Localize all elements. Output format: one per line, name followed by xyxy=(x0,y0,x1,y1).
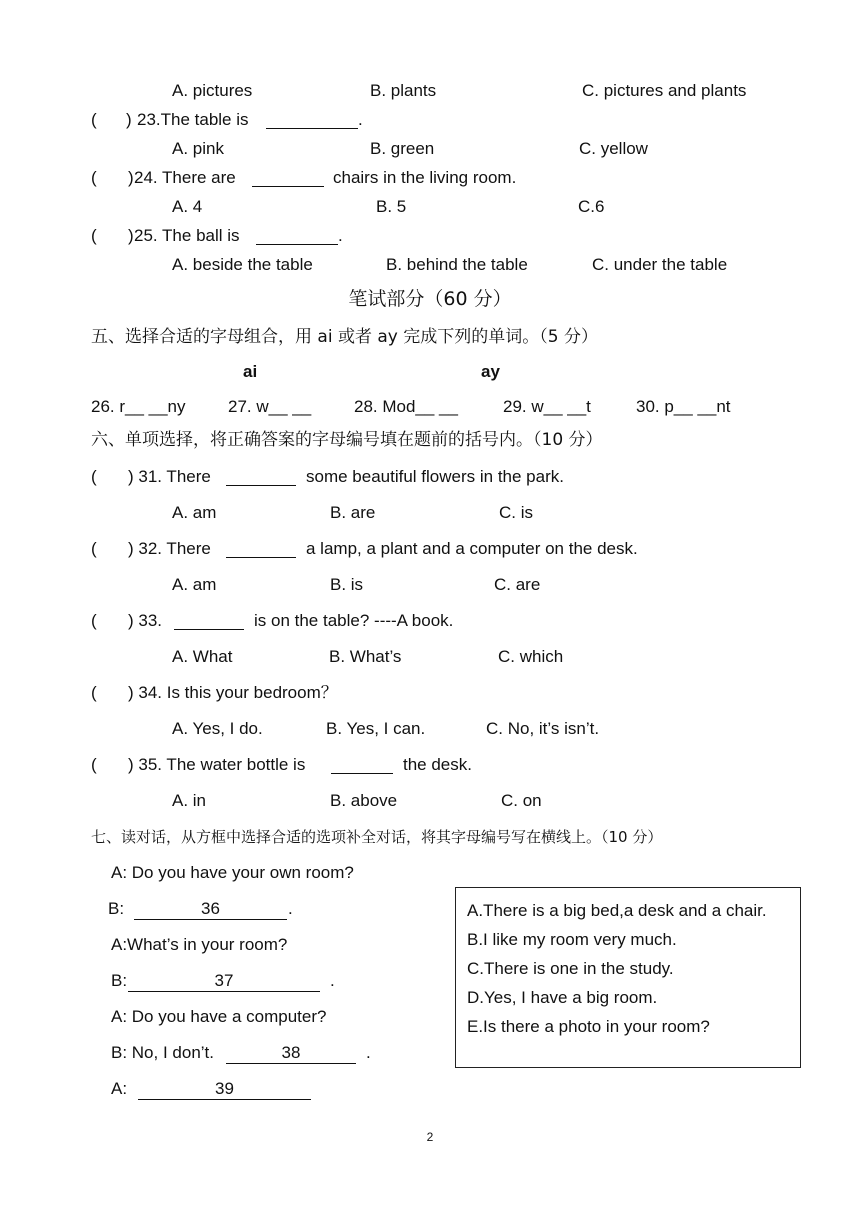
blank-39 xyxy=(138,1079,311,1100)
q27: 27. w__ __ xyxy=(228,397,312,416)
dialog-line-4-end: . xyxy=(330,971,335,990)
blank-37 xyxy=(128,971,320,992)
q31-paren: ( xyxy=(91,467,97,486)
box-option-d: D.Yes, I have a big room. xyxy=(467,988,658,1007)
box-option-c: C.There is one in the study. xyxy=(467,959,674,978)
dialog-line-2-end: . xyxy=(288,899,293,918)
q31-option-b: B. are xyxy=(330,503,376,522)
box-option-a: A.There is a big bed,a desk and a chair. xyxy=(467,901,767,920)
section5-option-ai: ai xyxy=(243,362,258,381)
q25-option-a: A. beside the table xyxy=(172,255,313,274)
section7-title: 七、读对话，从方框中选择合适的选项补全对话，将其字母编号写在横线上。（10 分） xyxy=(91,828,663,846)
blank-37-number: 37 xyxy=(214,971,234,990)
dialog-line-5: A: Do you have a computer? xyxy=(111,1007,327,1026)
blank-38 xyxy=(226,1043,356,1064)
q25-blank xyxy=(256,228,338,245)
blank-39-number: 39 xyxy=(215,1079,234,1098)
dialog-line-3: A:What’s in your room? xyxy=(111,935,288,954)
q24-paren-close: ) xyxy=(128,168,134,187)
q33-stem: ) 33. xyxy=(128,611,163,630)
q23-option-c: C. yellow xyxy=(579,139,648,158)
q23-end: . xyxy=(358,110,363,129)
q35-stem: ) 35. The water bottle is xyxy=(128,755,306,774)
q31-option-a: A. am xyxy=(172,503,217,522)
q34-option-a: A. Yes, I do. xyxy=(172,719,263,738)
q32-stem: ) 32. There xyxy=(128,539,211,558)
q31-stem: ) 31. There xyxy=(128,467,211,486)
q34-option-c: C. No, it’s isn’t. xyxy=(486,719,600,738)
q25-paren-close: ) xyxy=(128,226,134,245)
q25-end: . xyxy=(338,226,343,245)
options-box xyxy=(455,887,801,1068)
q33-option-c: C. which xyxy=(498,647,564,666)
q32-option-c: C. are xyxy=(494,575,541,594)
q34-option-b: B. Yes, I can. xyxy=(326,719,426,738)
dialog-line-7-prefix: A: xyxy=(111,1079,128,1098)
q32-paren: ( xyxy=(91,539,97,558)
q24-option-b: B. 5 xyxy=(376,197,407,216)
blank-36-number: 36 xyxy=(201,899,220,918)
section5-option-ay: ay xyxy=(481,362,500,381)
q31-after: some beautiful flowers in the park. xyxy=(306,467,564,486)
q24-paren: ( xyxy=(91,168,97,187)
q23-paren: ( xyxy=(91,110,97,129)
q23-option-a: A. pink xyxy=(172,139,224,158)
q35-option-a: A. in xyxy=(172,791,207,810)
q33-blank xyxy=(174,613,244,630)
q35-paren: ( xyxy=(91,755,97,774)
q35-after: the desk. xyxy=(403,755,472,774)
written-part-title: 笔试部分（60 分） xyxy=(348,288,512,310)
q28: 28. Mod__ __ xyxy=(354,397,458,416)
q22-option-a: A. pictures xyxy=(172,81,253,100)
q24-after: chairs in the living room. xyxy=(333,168,517,187)
q35-blank xyxy=(331,757,393,774)
q25-option-b: B. behind the table xyxy=(386,255,528,274)
dialog-line-1: A: Do you have your own room? xyxy=(111,863,354,882)
box-option-b: B.I like my room very much. xyxy=(467,930,677,949)
q23-blank xyxy=(266,112,358,129)
q25-option-c: C. under the table xyxy=(592,255,728,274)
dialog-line-2-prefix: B: xyxy=(108,899,125,918)
q32-option-a: A. am xyxy=(172,575,217,594)
q34-paren: ( xyxy=(91,683,97,702)
dialog-line-6-end: . xyxy=(366,1043,371,1062)
q32-option-b: B. is xyxy=(330,575,364,594)
q25-paren: ( xyxy=(91,226,97,245)
q23-option-b: B. green xyxy=(370,139,435,158)
page-number: 2 xyxy=(426,1130,434,1144)
q29: 29. w__ __t xyxy=(503,397,591,416)
q32-after: a lamp, a plant and a computer on the desk. xyxy=(306,539,638,558)
section6-title: 六、单项选择，将正确答案的字母编号填在题前的括号内。（10 分） xyxy=(91,430,603,450)
q26: 26. r__ __ny xyxy=(91,397,186,416)
q31-blank xyxy=(226,469,296,486)
blank-38-number: 38 xyxy=(281,1043,301,1062)
q24-option-c: C.6 xyxy=(578,197,605,216)
q22-option-b: B. plants xyxy=(370,81,437,100)
q32-blank xyxy=(226,541,296,558)
q33-after: is on the table? ----A book. xyxy=(254,611,454,630)
q35-option-b: B. above xyxy=(330,791,398,810)
q25-stem: 25. The ball is xyxy=(134,226,240,245)
section5-title: 五、选择合适的字母组合，用 ai 或者 ay 完成下列的单词。（5 分） xyxy=(91,327,598,347)
q24-option-a: A. 4 xyxy=(172,197,203,216)
q35-option-c: C. on xyxy=(501,791,542,810)
q34-stem: ) 34. Is this your bedroom？ xyxy=(128,683,338,702)
q33-option-b: B. What’s xyxy=(329,647,402,666)
q30: 30. p__ __nt xyxy=(636,397,731,416)
dialog-line-4-prefix: B: xyxy=(111,971,128,990)
q24-stem: 24. There are xyxy=(134,168,236,187)
box-option-e: E.Is there a photo in your room? xyxy=(467,1017,710,1036)
q23-paren-close: ) xyxy=(126,110,132,129)
q33-option-a: A. What xyxy=(172,647,233,666)
blank-36 xyxy=(134,899,287,920)
q23-stem: 23.The table is xyxy=(137,110,249,129)
q22-option-c: C. pictures and plants xyxy=(582,81,747,100)
q24-blank xyxy=(252,170,324,187)
dialog-line-6-prefix: B: No, I don’t. xyxy=(111,1043,214,1062)
q31-option-c: C. is xyxy=(499,503,533,522)
q33-paren: ( xyxy=(91,611,97,630)
